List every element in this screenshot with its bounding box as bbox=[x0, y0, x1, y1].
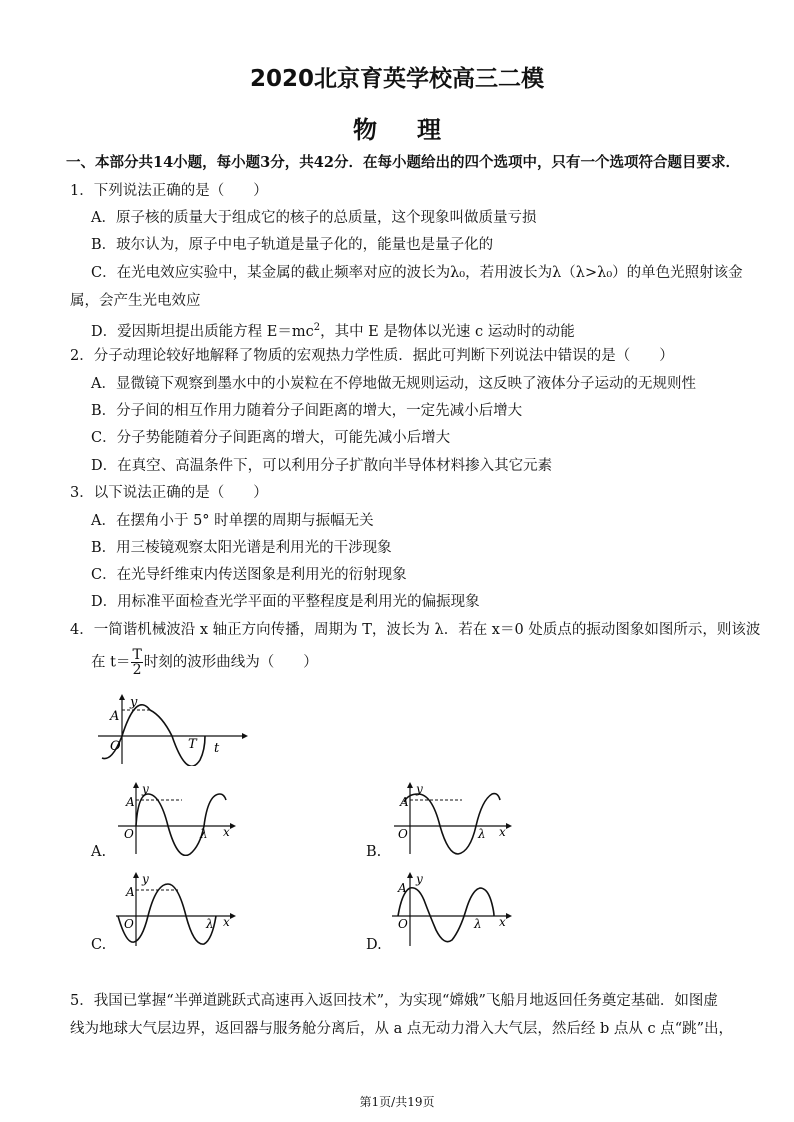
q3-option-a: A．在摆角小于 5° 时单摆的周期与振幅无关 bbox=[91, 513, 374, 529]
graph-d-amp-label: A bbox=[398, 881, 407, 895]
q1-option-a: A．原子核的质量大于组成它的核子的总质量，这个现象叫做质量亏损 bbox=[91, 210, 537, 226]
q4-fraction-numerator: T bbox=[132, 647, 142, 663]
graph-b-x-label: x bbox=[499, 825, 506, 839]
graph-b-lambda-label: λ bbox=[478, 827, 486, 841]
q4-option-b-graph bbox=[388, 780, 518, 856]
graph-d-y-label: y bbox=[416, 872, 423, 886]
q1-option-d-sup: 2 bbox=[313, 322, 321, 333]
graph-c-lambda-label: λ bbox=[206, 917, 214, 931]
q4-option-a-label: A. bbox=[91, 844, 107, 860]
graph-a-lambda-label: λ bbox=[200, 827, 208, 841]
q4-option-d-graph bbox=[388, 870, 518, 948]
exam-title: 2020北京育英学校高三二模 bbox=[249, 66, 544, 92]
section-heading: 一、本部分共14小题，每小题3分，共42分．在每小题给出的四个选项中，只有一个选项符合题目要求． bbox=[66, 154, 740, 171]
q4-stem-line2 bbox=[91, 648, 318, 677]
q1-option-d-post: ，其中 E 是物体以光速 c 运动时的动能 bbox=[320, 323, 575, 340]
q4-option-d-label: D. bbox=[366, 937, 382, 953]
q2-option-c: C．分子势能随着分子间距离的增大，可能先减小后增大 bbox=[91, 430, 451, 446]
q2-option-b: B．分子间的相互作用力随着分子间距离的增大，一定先减小后增大 bbox=[91, 403, 523, 419]
q1-stem: 1．下列说法正确的是（ ） bbox=[70, 183, 268, 199]
q3-stem: 3．以下说法正确的是（ ） bbox=[70, 485, 268, 501]
graph-a-amp-label: A bbox=[126, 795, 135, 809]
subject-title: 物理 bbox=[353, 116, 481, 144]
q1-option-d-pre: D．爱因斯坦提出质能方程 E＝mc bbox=[91, 323, 314, 340]
q3-option-c: C．在光导纤维束内传送图象是利用光的衍射现象 bbox=[91, 567, 407, 583]
graph-c-amp-label: A bbox=[126, 885, 135, 899]
graph-b-y-label: y bbox=[416, 782, 423, 796]
q4-option-a-graph bbox=[112, 780, 242, 856]
graph-period-label: T bbox=[188, 737, 197, 752]
q2-stem: 2．分子动理论较好地解释了物质的宏观热力学性质．据此可判断下列说法中错误的是（ ） bbox=[70, 348, 674, 364]
q3-option-d: D．用标准平面检查光学平面的平整程度是利用光的偏振现象 bbox=[91, 594, 480, 610]
q4-stem-post: 时刻的波形曲线为（ ） bbox=[143, 654, 318, 671]
q4-option-c-graph bbox=[112, 870, 242, 948]
graph-c-x-label: x bbox=[223, 915, 230, 929]
q2-option-a: A．显微镜下观察到墨水中的小炭粒在不停地做无规则运动，这反映了液体分子运动的无规则性 bbox=[91, 376, 696, 392]
graph-a-label: A bbox=[110, 709, 120, 724]
graph-y-label: y bbox=[130, 695, 138, 710]
q4-fraction-denominator: 2 bbox=[132, 662, 142, 678]
graph-a-y-label: y bbox=[142, 782, 149, 796]
q1-option-b: B．玻尔认为，原子中电子轨道是量子化的，能量也是量子化的 bbox=[91, 237, 494, 253]
q4-option-c-label: C. bbox=[91, 937, 107, 953]
graph-t-label: t bbox=[214, 741, 220, 756]
q5-stem-line2: 线为地球大气层边界，返回器与服务舱分离后，从 a 点无动力滑入大气层，然后经 b 点从 c 点“跳”出， bbox=[70, 1021, 734, 1037]
q1-option-c-line1: C．在光电效应实验中，某金属的截止频率对应的波长为λ₀，若用波长为λ（λ>λ₀）的单色光照射该金 bbox=[91, 265, 743, 281]
graph-d-lambda-label: λ bbox=[474, 917, 482, 931]
graph-d-x-label: x bbox=[499, 915, 506, 929]
q4-stem-line1: 4．一简谐机械波沿 x 轴正方向传播，周期为 T，波长为 λ．若在 x＝0 处质点的振动图象如图所示，则该波 bbox=[70, 622, 761, 638]
q1-option-c-line2: 属，会产生光电效应 bbox=[70, 293, 201, 309]
graph-b-amp-label: A bbox=[400, 795, 409, 809]
q4-vibration-graph bbox=[92, 692, 252, 766]
graph-a-x-label: x bbox=[223, 825, 230, 839]
graph-b-origin-label: O bbox=[398, 827, 408, 841]
graph-d-origin-label: O bbox=[398, 917, 408, 931]
q4-fraction bbox=[131, 648, 142, 677]
q1-option-d bbox=[91, 318, 575, 342]
q4-option-b-label: B. bbox=[366, 844, 382, 860]
graph-a-origin-label: O bbox=[124, 827, 134, 841]
graph-c-y-label: y bbox=[142, 872, 149, 886]
q5-stem-line1: 5．我国已掌握“半弹道跳跃式高速再入返回技术”，为实现“嫦娥”飞船月地返回任务奠定基础．如图虚 bbox=[70, 993, 718, 1009]
q4-stem-pre: 在 t＝ bbox=[91, 654, 131, 671]
graph-c-origin-label: O bbox=[124, 917, 134, 931]
page-footer: 第1页/共19页 bbox=[359, 1095, 435, 1109]
q2-option-d: D．在真空、高温条件下，可以利用分子扩散向半导体材料掺入其它元素 bbox=[91, 458, 553, 474]
graph-origin-label: O bbox=[110, 739, 121, 754]
q3-option-b: B．用三棱镜观察太阳光谱是利用光的干涉现象 bbox=[91, 540, 392, 556]
